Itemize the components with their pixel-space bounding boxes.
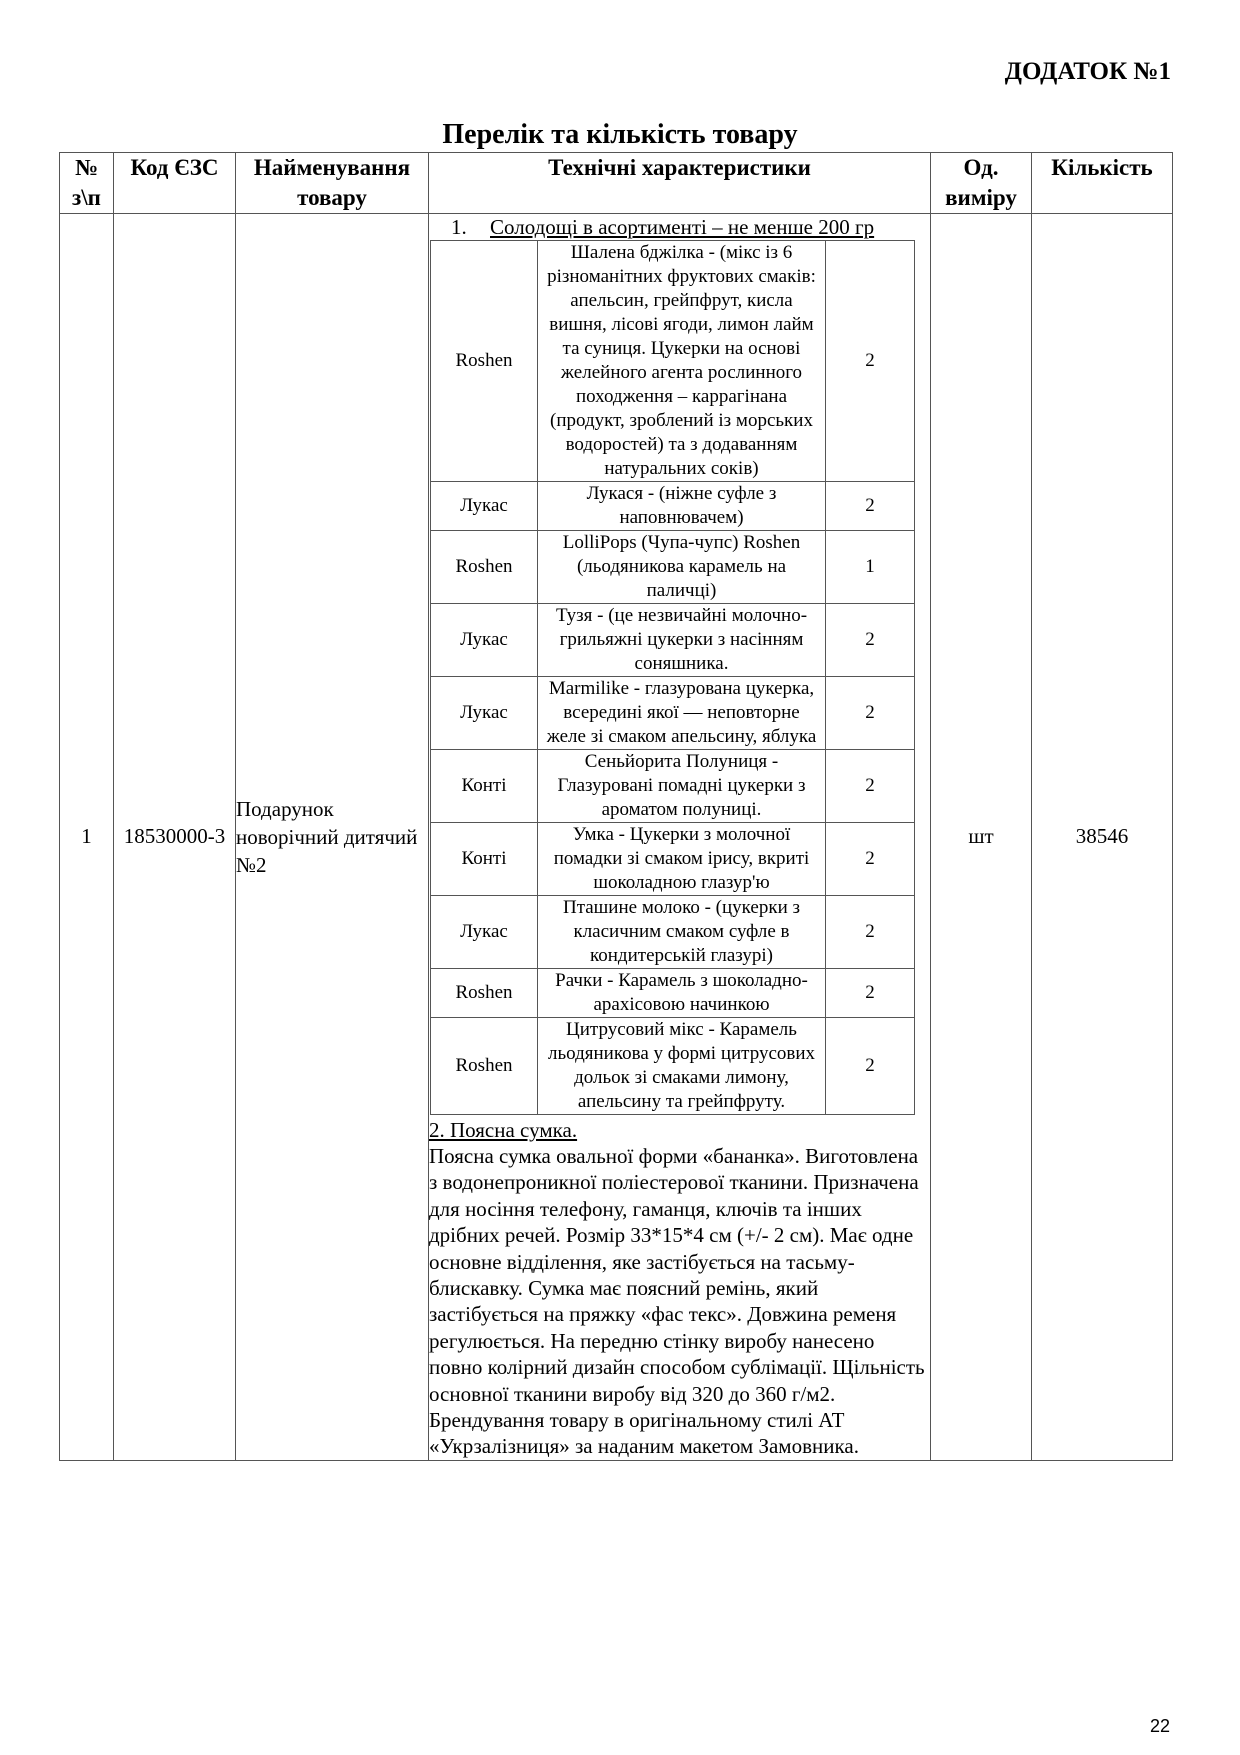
header-qty: Кількість (1032, 153, 1173, 214)
sweets-description: Пташине молоко - (цукерки з класичним смаком суфле в кондитерській глазурі) (538, 896, 826, 969)
sweets-brand: Лукас (431, 604, 538, 677)
sweets-quantity: 2 (826, 1018, 915, 1115)
sweets-table (430, 240, 915, 1115)
table-row (60, 214, 1173, 1461)
header-unit: Од. виміру (931, 153, 1032, 214)
sweets-description: Цитрусовий мікс - Карамель льодяникова у формі цитрусових дольок зі смаками лимону, апельсину та грейпфруту. (538, 1018, 826, 1115)
header-tech: Технічні характеристики (429, 153, 931, 214)
row-unit: шт (931, 214, 1032, 1461)
sweets-row (431, 241, 915, 482)
sweets-description: Тузя - (це незвичайні молочно-грильяжні цукерки з насінням соняшника. (538, 604, 826, 677)
bag-description: Поясна сумка овальної форми «бананка». Виготовлена з водонепроникної поліестерової тканини. Призначена для носіння телефону, гаманця, ключів та інших дрібних речей. Розмір 33*15*4 см (+/- 2 см). Має одне основне відділення, яке застібується на тасьму-блискавку. Сумка має поясний ремінь, який застібується на пряжку «фас текс». Довжина ременя регулюється. На передню стінку виробу нанесено повно колірний дизайн способом сублімації. Щільність основної тканини виробу від 320 до 360 г/м2. (429, 1144, 925, 1406)
sweets-row (431, 969, 915, 1018)
sweets-brand: Roshen (431, 531, 538, 604)
sweets-row (431, 823, 915, 896)
sweets-brand: Roshen (431, 969, 538, 1018)
header-code: Код ЄЗС (114, 153, 236, 214)
bag-branding: Брендування товару в оригінальному стилі АТ «Укрзалізниця» за наданим макетом Замовника. (429, 1408, 859, 1459)
sweets-quantity: 2 (826, 896, 915, 969)
sweets-quantity: 2 (826, 969, 915, 1018)
sweets-description: LolliPops (Чупа-чупс) Roshen (льодяникова карамель на паличці) (538, 531, 826, 604)
sweets-row (431, 1018, 915, 1115)
sweets-row (431, 482, 915, 531)
sweets-brand: Roshen (431, 1018, 538, 1115)
table-header-row (60, 153, 1173, 214)
sweets-row (431, 604, 915, 677)
row-code: 18530000-3 (114, 214, 236, 1461)
page-number: 22 (1149, 1716, 1170, 1736)
appendix-label: ДОДАТОК №1 (1004, 58, 1171, 85)
sweets-number: 1. (451, 215, 467, 239)
sweets-title: Солодощі в асортименті – не менше 200 гр (490, 215, 875, 239)
bag-heading: 2. Поясна сумка. (429, 1118, 578, 1142)
sweets-description: Рачки - Карамель з шоколадно-арахісовою начинкою (538, 969, 826, 1018)
row-qty: 38546 (1032, 214, 1173, 1461)
sweets-heading (429, 214, 930, 240)
sweets-row (431, 677, 915, 750)
tech-specs-cell (429, 214, 931, 1461)
sweets-brand: Конті (431, 823, 538, 896)
sweets-quantity: 2 (826, 750, 915, 823)
sweets-description: Сеньйорита Полуниця - Глазуровані помадні цукерки з ароматом полуниці. (538, 750, 826, 823)
row-num: 1 (60, 214, 114, 1461)
sweets-quantity: 2 (826, 604, 915, 677)
goods-table (59, 152, 1173, 1461)
sweets-quantity: 2 (826, 482, 915, 531)
sweets-brand: Лукас (431, 482, 538, 531)
header-num: № з\п (60, 153, 114, 214)
row-name: Подарунок новорічний дитячий №2 (236, 214, 429, 1461)
sweets-description: Marmilike - глазурована цукерка, всередині якої — неповторне желе зі смаком апельсину, яблука (538, 677, 826, 750)
sweets-quantity: 2 (826, 241, 915, 482)
sweets-quantity: 2 (826, 823, 915, 896)
sweets-description: Шалена бджілка - (мікс із 6 різноманітних фруктових смаків: апельсин, грейпфрут, кисла вишня, лісові ягоди, лимон лайм та суниця. Цукерки на основі желейного агента рослинного походження – каррагінана (продукт, зроблений із морських водоростей) та з додаванням натуральних соків) (538, 241, 826, 482)
sweets-brand: Лукас (431, 896, 538, 969)
sweets-description: Лукася - (ніжне суфле з наповнювачем) (538, 482, 826, 531)
sweets-brand: Лукас (431, 677, 538, 750)
sweets-quantity: 1 (826, 531, 915, 604)
sweets-quantity: 2 (826, 677, 915, 750)
document-title: Перелік та кількість товару (442, 119, 798, 150)
header-name: Найменування товару (236, 153, 429, 214)
sweets-description: Умка - Цукерки з молочної помадки зі смаком ірису, вкриті шоколадною глазур'ю (538, 823, 826, 896)
sweets-row (431, 531, 915, 604)
sweets-brand: Конті (431, 750, 538, 823)
sweets-row (431, 750, 915, 823)
sweets-row (431, 896, 915, 969)
sweets-brand: Roshen (431, 241, 538, 482)
